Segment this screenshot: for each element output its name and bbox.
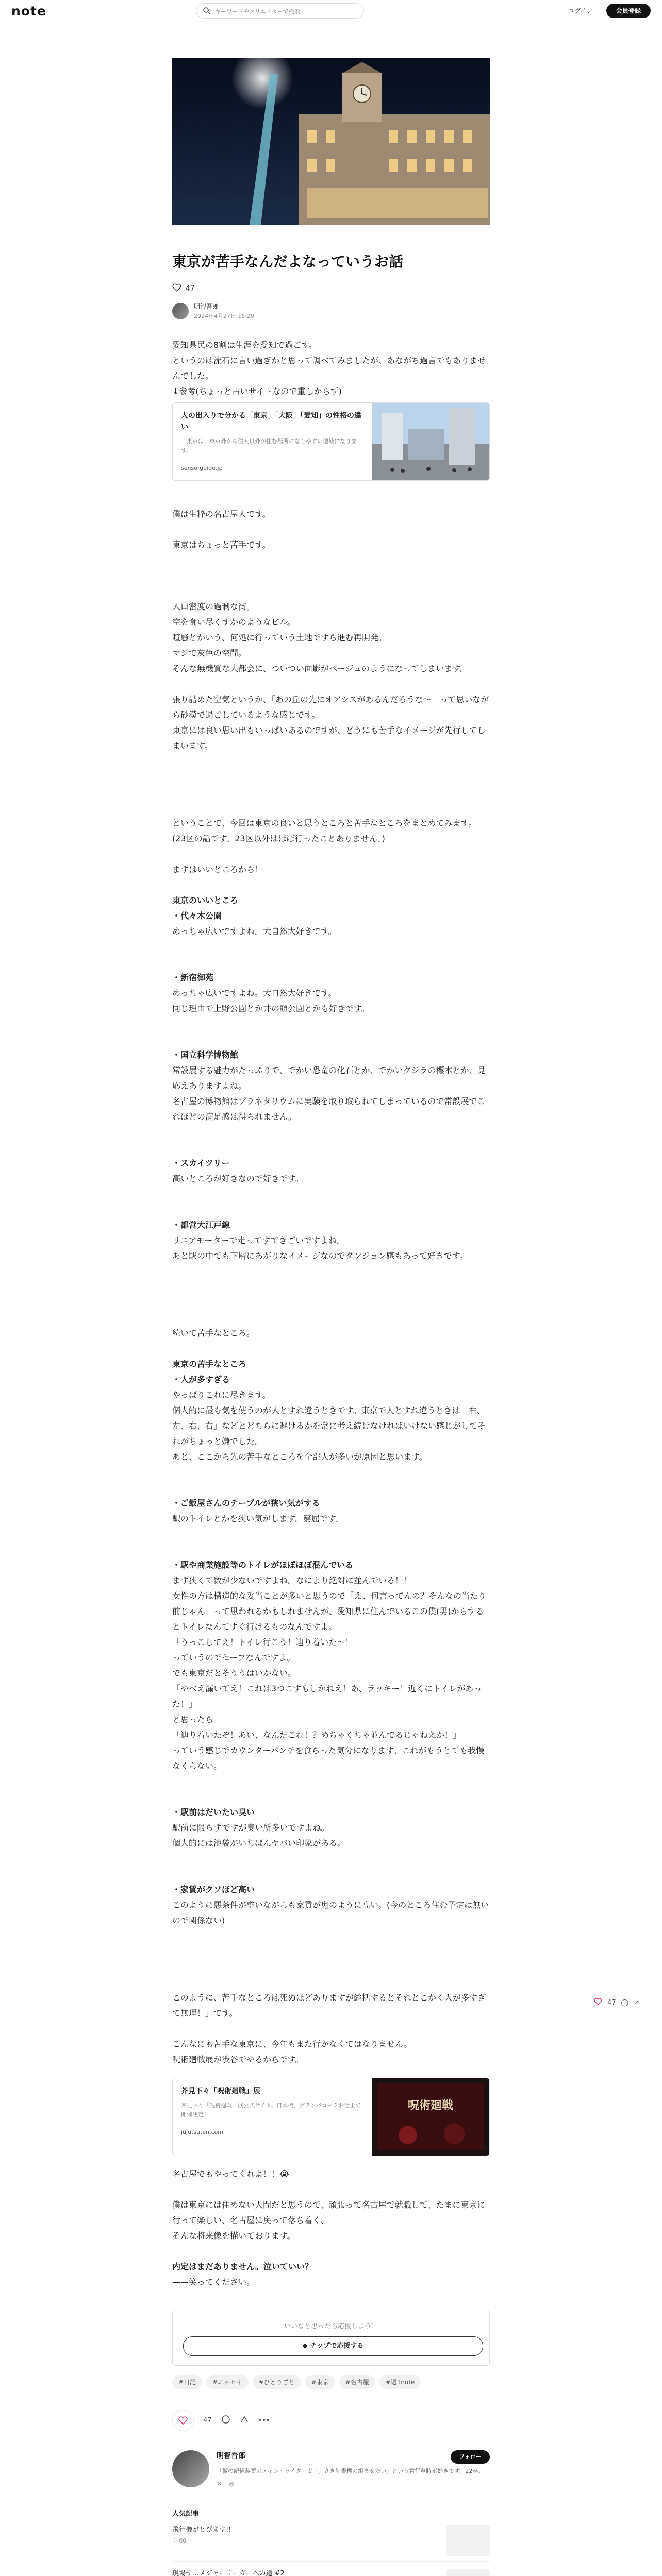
tag[interactable]: #エッセイ: [206, 2375, 248, 2389]
paragraph: 空を食い尽くすかのようなビル。: [172, 617, 295, 627]
paragraph: あと駅の中でも下層にあがりなイメージなのでダンジョン感もあって好きです。: [172, 1251, 468, 1261]
tip-icon: ◆: [302, 2342, 310, 2350]
paragraph: あと、ここから先の苦手なところを全部人が多いが原因と思います。: [172, 1452, 427, 1462]
paragraph: 内定はまだありません。泣いていい？: [172, 2262, 313, 2272]
like-button[interactable]: [172, 2410, 194, 2431]
link-card[interactable]: [172, 2078, 490, 2156]
paragraph: っていうのでセーフなんですよ。: [172, 1653, 295, 1663]
support-box: [172, 2311, 490, 2366]
tag[interactable]: #ひとりごと: [253, 2375, 301, 2389]
item-heading: ・スカイツリー: [172, 1158, 230, 1168]
paragraph: 駅のトイレとかを狭い気がします。窮屈です。: [172, 1514, 344, 1523]
paragraph: 「うっこしてえ！トイレ行こう！辿り着いた〜！」: [172, 1637, 362, 1647]
paragraph: 「辿り着いたぞ！あい、なんだこれ！？めちゃくちゃ並んでるじゃねえか！」: [172, 1730, 461, 1740]
like-count: 47: [203, 2416, 212, 2425]
follow-button[interactable]: フォロー: [451, 2450, 490, 2464]
link-card-title: 人の出入りで分かる「東京」「大阪」「愛知」の性格の違い: [181, 412, 361, 431]
paragraph: めっちゃ広いですよね。大自然大好きです。: [172, 988, 337, 998]
list-item-title: 現場サ…メジャーリーガーへの道 #2: [172, 2570, 285, 2576]
list-item-thumb: [446, 2569, 490, 2576]
author-name[interactable]: 明智吾郎: [194, 303, 219, 310]
item-heading: ・都営大江戸線: [172, 1220, 230, 1230]
item-heading: ・家賃がクソほど高い: [172, 1885, 255, 1894]
popular-articles: [172, 2508, 490, 2576]
floating-actions: [594, 1998, 639, 2007]
author-profile: [172, 2450, 490, 2487]
paragraph: そんな将来像を描いております。: [172, 2231, 295, 2241]
share-icon[interactable]: ↗: [634, 1998, 640, 2007]
paragraph: 呪術廻戦展が渋谷でやるからです。: [172, 2055, 304, 2064]
search-box[interactable]: [196, 3, 364, 19]
item-heading: ・駅前はだいたい臭い: [172, 1807, 255, 1817]
x-icon[interactable]: ✕: [217, 2480, 222, 2487]
list-item-likes: ♡ 60: [172, 2537, 187, 2544]
heart-icon[interactable]: [172, 283, 181, 294]
paragraph: 個人的には池袋がいちばんヤバい印象がある。: [172, 1838, 346, 1848]
paragraph: 僕は生粋の名古屋人です。: [172, 509, 271, 519]
publish-date: 2024年4月27日 15:29: [194, 313, 255, 319]
like-summary: [172, 283, 490, 294]
like-count: 47: [607, 1998, 616, 2007]
paragraph: 名古屋の博物館はプラネタリウムに実験を取り取られてしまっているので常設展でこれほどの満足感は得られません。: [172, 1096, 486, 1122]
paragraph: 常設展する魅力がたっぷりで、でかい恐竜の化石とか、でかいクジラの標本とか、見応えありますよね。: [172, 1065, 486, 1091]
paragraph: リニアモーターで走ってすてきごいですよね。: [172, 1235, 345, 1245]
paragraph: 喧騒とかいう、何処に行っていう土地ですら進む再開発。: [172, 633, 387, 642]
item-heading: ・ご飯屋さんのテーブルが狭い気がする: [172, 1498, 320, 1508]
paragraph: このように悪条件が整いながらも家賃が鬼のように高い。(今のところ住む予定は無いので関係ない): [172, 1900, 489, 1925]
tip-button-label: チップで応援する: [310, 2342, 364, 2350]
comment-icon[interactable]: ◯: [621, 1998, 629, 2007]
item-heading: ・国立科学博物館: [172, 1050, 239, 1060]
article-title: 東京が苦手なんだよなっていうお話: [172, 253, 404, 270]
paragraph: 東京はちょっと苦手です。: [172, 540, 271, 550]
more-icon[interactable]: •••: [258, 2416, 270, 2425]
like-count: 47: [186, 284, 195, 293]
header: [0, 0, 662, 23]
author-avatar[interactable]: [172, 2450, 209, 2487]
paragraph: まずはいいところから！: [172, 865, 263, 874]
paragraph: まず狭くて数が少ないですよね。なにより絶対に並んでいる！！: [172, 1575, 412, 1585]
support-lead: いいなと思ったら応援しよう！: [284, 2323, 378, 2330]
item-heading: ・駅や商業施設等のトイレがほぼほぼ混んでいる: [172, 1560, 354, 1570]
link-card[interactable]: [172, 402, 490, 481]
paragraph: (23区の話です。23区以外はほぼ行ったことありません。): [172, 834, 385, 843]
paragraph: でも東京だとそううはいかない。: [172, 1668, 296, 1678]
item-heading: ・代々木公園: [172, 911, 222, 921]
rss-icon[interactable]: ◎: [228, 2480, 235, 2487]
tag[interactable]: #日記: [172, 2375, 202, 2389]
search-input[interactable]: [214, 5, 360, 18]
heart-icon: [178, 2416, 188, 2425]
article: [172, 58, 490, 2576]
tag[interactable]: #週1note: [379, 2375, 421, 2389]
link-card-title: 芥見下々「呪術廻戦」展: [181, 2087, 260, 2095]
section-heading: 東京のいいところ: [172, 895, 239, 905]
paragraph: 駅前に限らずですが臭い所多いですよね。: [172, 1823, 329, 1833]
paragraph: 僕は東京には住めない人間だと思うので、頑張って名古屋で就職して、たまに東京に行って楽しい、名古屋に戻って落ち着く、: [172, 2200, 486, 2225]
paragraph: っていう感じでカウンターパンチを食らった気分になります。これがもうとても我慢なくらない。: [172, 1745, 485, 1771]
link-card-url: sensorguide.jp: [181, 465, 223, 471]
list-item-thumb: [446, 2525, 490, 2556]
paragraph: マジで灰色の空間。: [172, 648, 247, 658]
item-heading: ・新宿御苑: [172, 973, 214, 982]
link-card-desc: 「東京は、東京外から住人以外が住む場所になりやすい地域になります。」: [181, 438, 357, 454]
action-bar: [172, 2410, 490, 2431]
paragraph: ということで、今回は東京の良いと思うところと苦手なところをまとめてみます。: [172, 818, 477, 828]
article-body: [172, 337, 490, 2290]
paragraph: 愛知県民の8割は生涯を愛知で過ごす。: [172, 340, 317, 350]
item-heading: ・人が多すぎる: [172, 1375, 230, 1384]
link-card-image: [372, 2078, 489, 2156]
paragraph: ↓参考(ちょっと古いサイトなので重しからず): [172, 386, 342, 396]
paragraph: ——笑ってください。: [172, 2277, 255, 2287]
paragraph: 張り詰めた空気というか、「あの丘の先にオアシスがあるんだろうな〜」って思いながら砂漠で過ごしているような感じです。: [172, 694, 489, 720]
author-avatar[interactable]: [172, 303, 189, 319]
paragraph: というのは流石に言い過ぎかと思って調べてみましたが、あながち過言でもありませんでした。: [172, 355, 486, 381]
heart-icon[interactable]: [594, 1998, 602, 2007]
share-icon[interactable]: [240, 2415, 249, 2426]
paragraph: このように、苦手なところは死ぬほどありますが総括するとそれとこかく人が多すぎて無理！」です。: [172, 1993, 486, 2018]
paragraph: 続いて苦手なところ。: [172, 1328, 255, 1338]
author-info: [172, 302, 490, 320]
list-item[interactable]: [172, 2569, 490, 2576]
paragraph: 個人的に最も気を使うのが人とすれ違うときです。東京で人とすれ違うときは「右、左、右、右」などとどちらに避けるかを常に考え続けなければいけない感じがしてそれがちょっと嫌でした。: [172, 1405, 486, 1446]
paragraph: 人口密度の過剰な街。: [172, 602, 255, 612]
link-card-desc: 芥見下々「呪術廻戦」展公式サイト、日本橋、グランバロックお仕上で開催決定！: [181, 2102, 361, 2118]
popular-heading: 人気記事: [172, 2510, 200, 2518]
link-card-url: jujutsuten.com: [181, 2129, 224, 2136]
login-button[interactable]: ログイン: [568, 7, 593, 14]
paragraph: 高いところが好きなので好きです。: [172, 1174, 304, 1183]
signup-button[interactable]: 会員登録: [606, 4, 651, 18]
note-logo[interactable]: note: [11, 4, 46, 19]
paragraph: 同じ理由で上野公園とか井の頭公園とかも好きです。: [172, 1004, 370, 1013]
search-icon: [203, 7, 211, 17]
paragraph: やっぱりこれに尽きます。: [172, 1390, 271, 1400]
tip-button[interactable]: [183, 2336, 483, 2356]
paragraph: こんなにも苦手な東京に、今年もまた行かなくてはなりません。: [172, 2039, 412, 2049]
comment-icon[interactable]: [221, 2415, 230, 2426]
paragraph: 名古屋でもやってくれよ！！😭: [172, 2169, 289, 2179]
list-item[interactable]: [172, 2525, 490, 2562]
hero-image: [172, 58, 490, 225]
svg-text:呪術廻戦: 呪術廻戦: [407, 2099, 454, 2112]
paragraph: 「やべえ漏いてえ！これは3つこすもしかねえ！あ、ラッキー！近くにトイレがあった！」: [172, 1684, 482, 1709]
paragraph: 女性の方は構造的な妥当ことが多いと思うので「え、何言ってんの？そんなの当たり前じゃん」って思われるかもしれませんが、愛知県に住んでいるこの僕(男)からするとトイレなんてすぐ行けるものなんですよ。: [172, 1591, 486, 1632]
hashtags: [172, 2375, 490, 2389]
list-item-title: 飛行機がとびます!!: [172, 2526, 231, 2534]
section-heading: 東京の苦手なところ: [172, 1359, 247, 1369]
paragraph: 東京には良い思い出もいっぱいあるのですが、どうにも苦手なイメージが先行してしまいます。: [172, 725, 486, 751]
author-bio: 「徹の記憶装置のメイン・ライターガー」さき証書機の組ませたい」という君行草時ボ好きです。22卒。: [217, 2468, 484, 2475]
paragraph: そんな無機質な大都会に、ついつい面影がベージュのようになってしまいます。: [172, 664, 469, 673]
author-name[interactable]: 明智吾郎: [217, 2452, 245, 2460]
paragraph: めっちゃ広いですよね。大自然大好きです。: [172, 926, 337, 936]
tag[interactable]: #名古屋: [339, 2375, 375, 2389]
paragraph: と思ったら: [172, 1715, 214, 1724]
link-card-image: [372, 403, 489, 480]
tag[interactable]: #東京: [305, 2375, 335, 2389]
